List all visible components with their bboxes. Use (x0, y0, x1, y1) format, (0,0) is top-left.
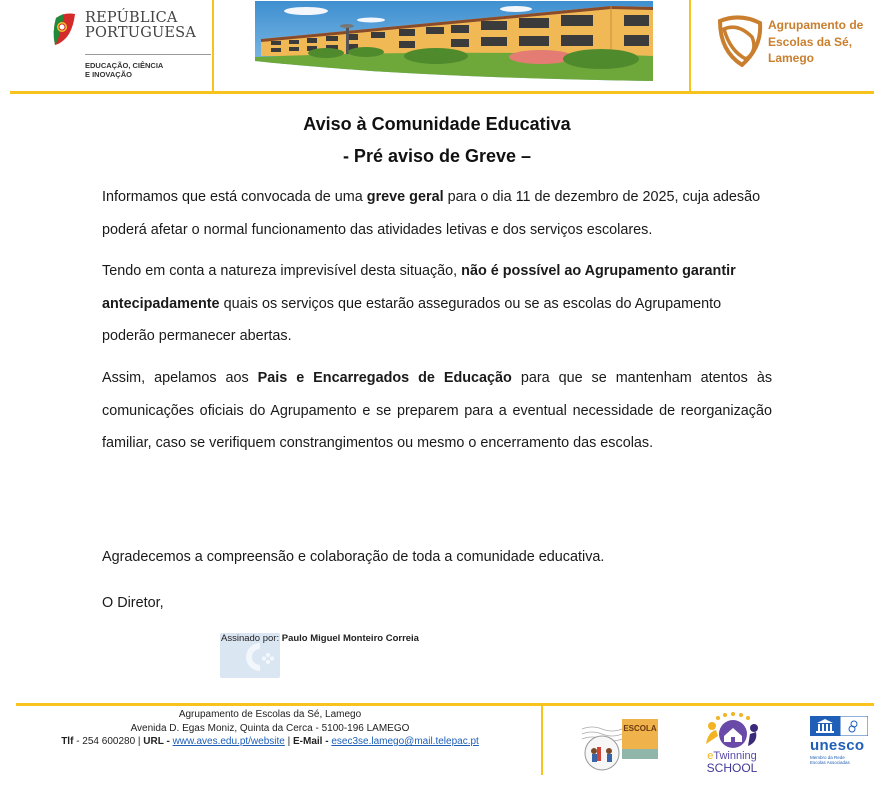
escola-stamp-logo (578, 717, 658, 772)
paragraph-2-text: Tendo em conta a natureza imprevisível desta situação, (102, 263, 462, 279)
school-name-line1: Agrupamento de (768, 18, 864, 32)
unesco-wordmark: unesco (810, 737, 865, 754)
footer-school-name: Agrupamento de Escolas da Sé, Lamego (178, 709, 362, 720)
etwinning-school-icon (700, 712, 764, 754)
email-label: E-Mail - (293, 736, 329, 747)
paragraph-3 (102, 362, 772, 460)
phone-number: - 254 600280 | (76, 736, 141, 747)
footer-address: Avenida D. Egas Moniz, Quinta da Cerca - 5100-196 LAMEGO (130, 722, 410, 734)
paragraph-3-text-cont: para que se mantenham atentos às comunicações oficiais do Agrupamento e se preparem para a eventual necessidade de reorganização familiar, caso se verifiquem constrangimentos ou mesmo o encerramento das escolas. (102, 370, 773, 451)
school-name-line2: Escolas da Sé, (768, 34, 853, 49)
paragraph-1 (102, 181, 772, 246)
gov-title-line2: PORTUGUESA (85, 25, 196, 41)
gov-subtitle-line1: EDUCAÇÃO, CIÊNCIA (85, 61, 164, 70)
document-title: Aviso à Comunidade Educativa (303, 114, 571, 134)
unesco-logo (810, 716, 872, 768)
portugal-flag-icon (52, 12, 76, 46)
footer-separator (541, 703, 543, 775)
gov-subtitle-line2: E INOVAÇÃO (85, 70, 132, 79)
school-building-banner (251, 1, 653, 81)
separator: | (287, 736, 291, 747)
shield-leaf-icon (716, 15, 764, 67)
document-subtitle: - Pré aviso de Greve – (342, 146, 532, 166)
header-separator-right (689, 0, 691, 93)
paragraph-3-text: Assim, apelamos aos (102, 370, 258, 386)
signature-label: Assinado por: (221, 633, 280, 644)
paragraph-2 (102, 255, 772, 353)
paragraph-1-text: Informamos que está convocada de uma (102, 189, 367, 205)
email-link[interactable]: esec3se.lamego@mail.telepac.pt (331, 736, 479, 747)
escola-stamp-icon (578, 717, 658, 772)
signature-line (221, 633, 419, 644)
school-name-line3: Lamego (768, 51, 815, 65)
etwinning-school-logo (700, 712, 764, 780)
paragraph-3-bold: Pais e Encarregados de Educação (257, 370, 512, 386)
header-separator-left (212, 0, 214, 93)
republica-portuguesa-logo (52, 10, 212, 80)
url-label: URL - (143, 736, 170, 747)
unesco-sub1: Membro da Rede (810, 755, 845, 760)
phone-label: Tlf (61, 736, 74, 747)
gov-title-line1: REPÚBLICA (85, 10, 178, 26)
svg-text:ESCOLA: ESCOLA (623, 724, 657, 733)
header-divider (10, 91, 874, 94)
etwinning-word: Twinning (713, 750, 757, 762)
etwinning-school-label: SCHOOL (706, 761, 758, 775)
footer-divider (16, 703, 874, 706)
paragraph-1-text-cont: para o dia 11 de dezembro de 2025, cuja adesão poderá afetar o normal funcionamento das atividades letivas e dos serviços escolares. (102, 189, 761, 238)
footer-contact (40, 708, 500, 749)
gov-logo-rule (85, 54, 211, 55)
signoff-text: O Diretor, (102, 595, 164, 611)
paragraph-1-bold: greve geral (366, 189, 444, 205)
agrupamento-logo (716, 15, 874, 70)
etwinning-label: eTwinning (707, 750, 757, 762)
signer-name: Paulo Miguel Monteiro Correia (281, 633, 419, 644)
paragraph-2-text-cont: quais os serviços que estarão assegurados ou se as escolas do Agrupamento poderão permanecer abertas. (102, 295, 722, 344)
closing-text: Agradecemos a compreensão e colaboração de toda a comunidade educativa. (102, 549, 605, 565)
unesco-sub2: Escolas Associadas (810, 760, 850, 765)
website-link[interactable]: www.aves.edu.pt/website (172, 736, 285, 747)
unesco-temple-icon (810, 716, 868, 736)
footer-contacts-line (40, 735, 500, 749)
paragraph-2-bold: não é possível ao Agrupamento garantir antecipadamente (102, 263, 736, 312)
